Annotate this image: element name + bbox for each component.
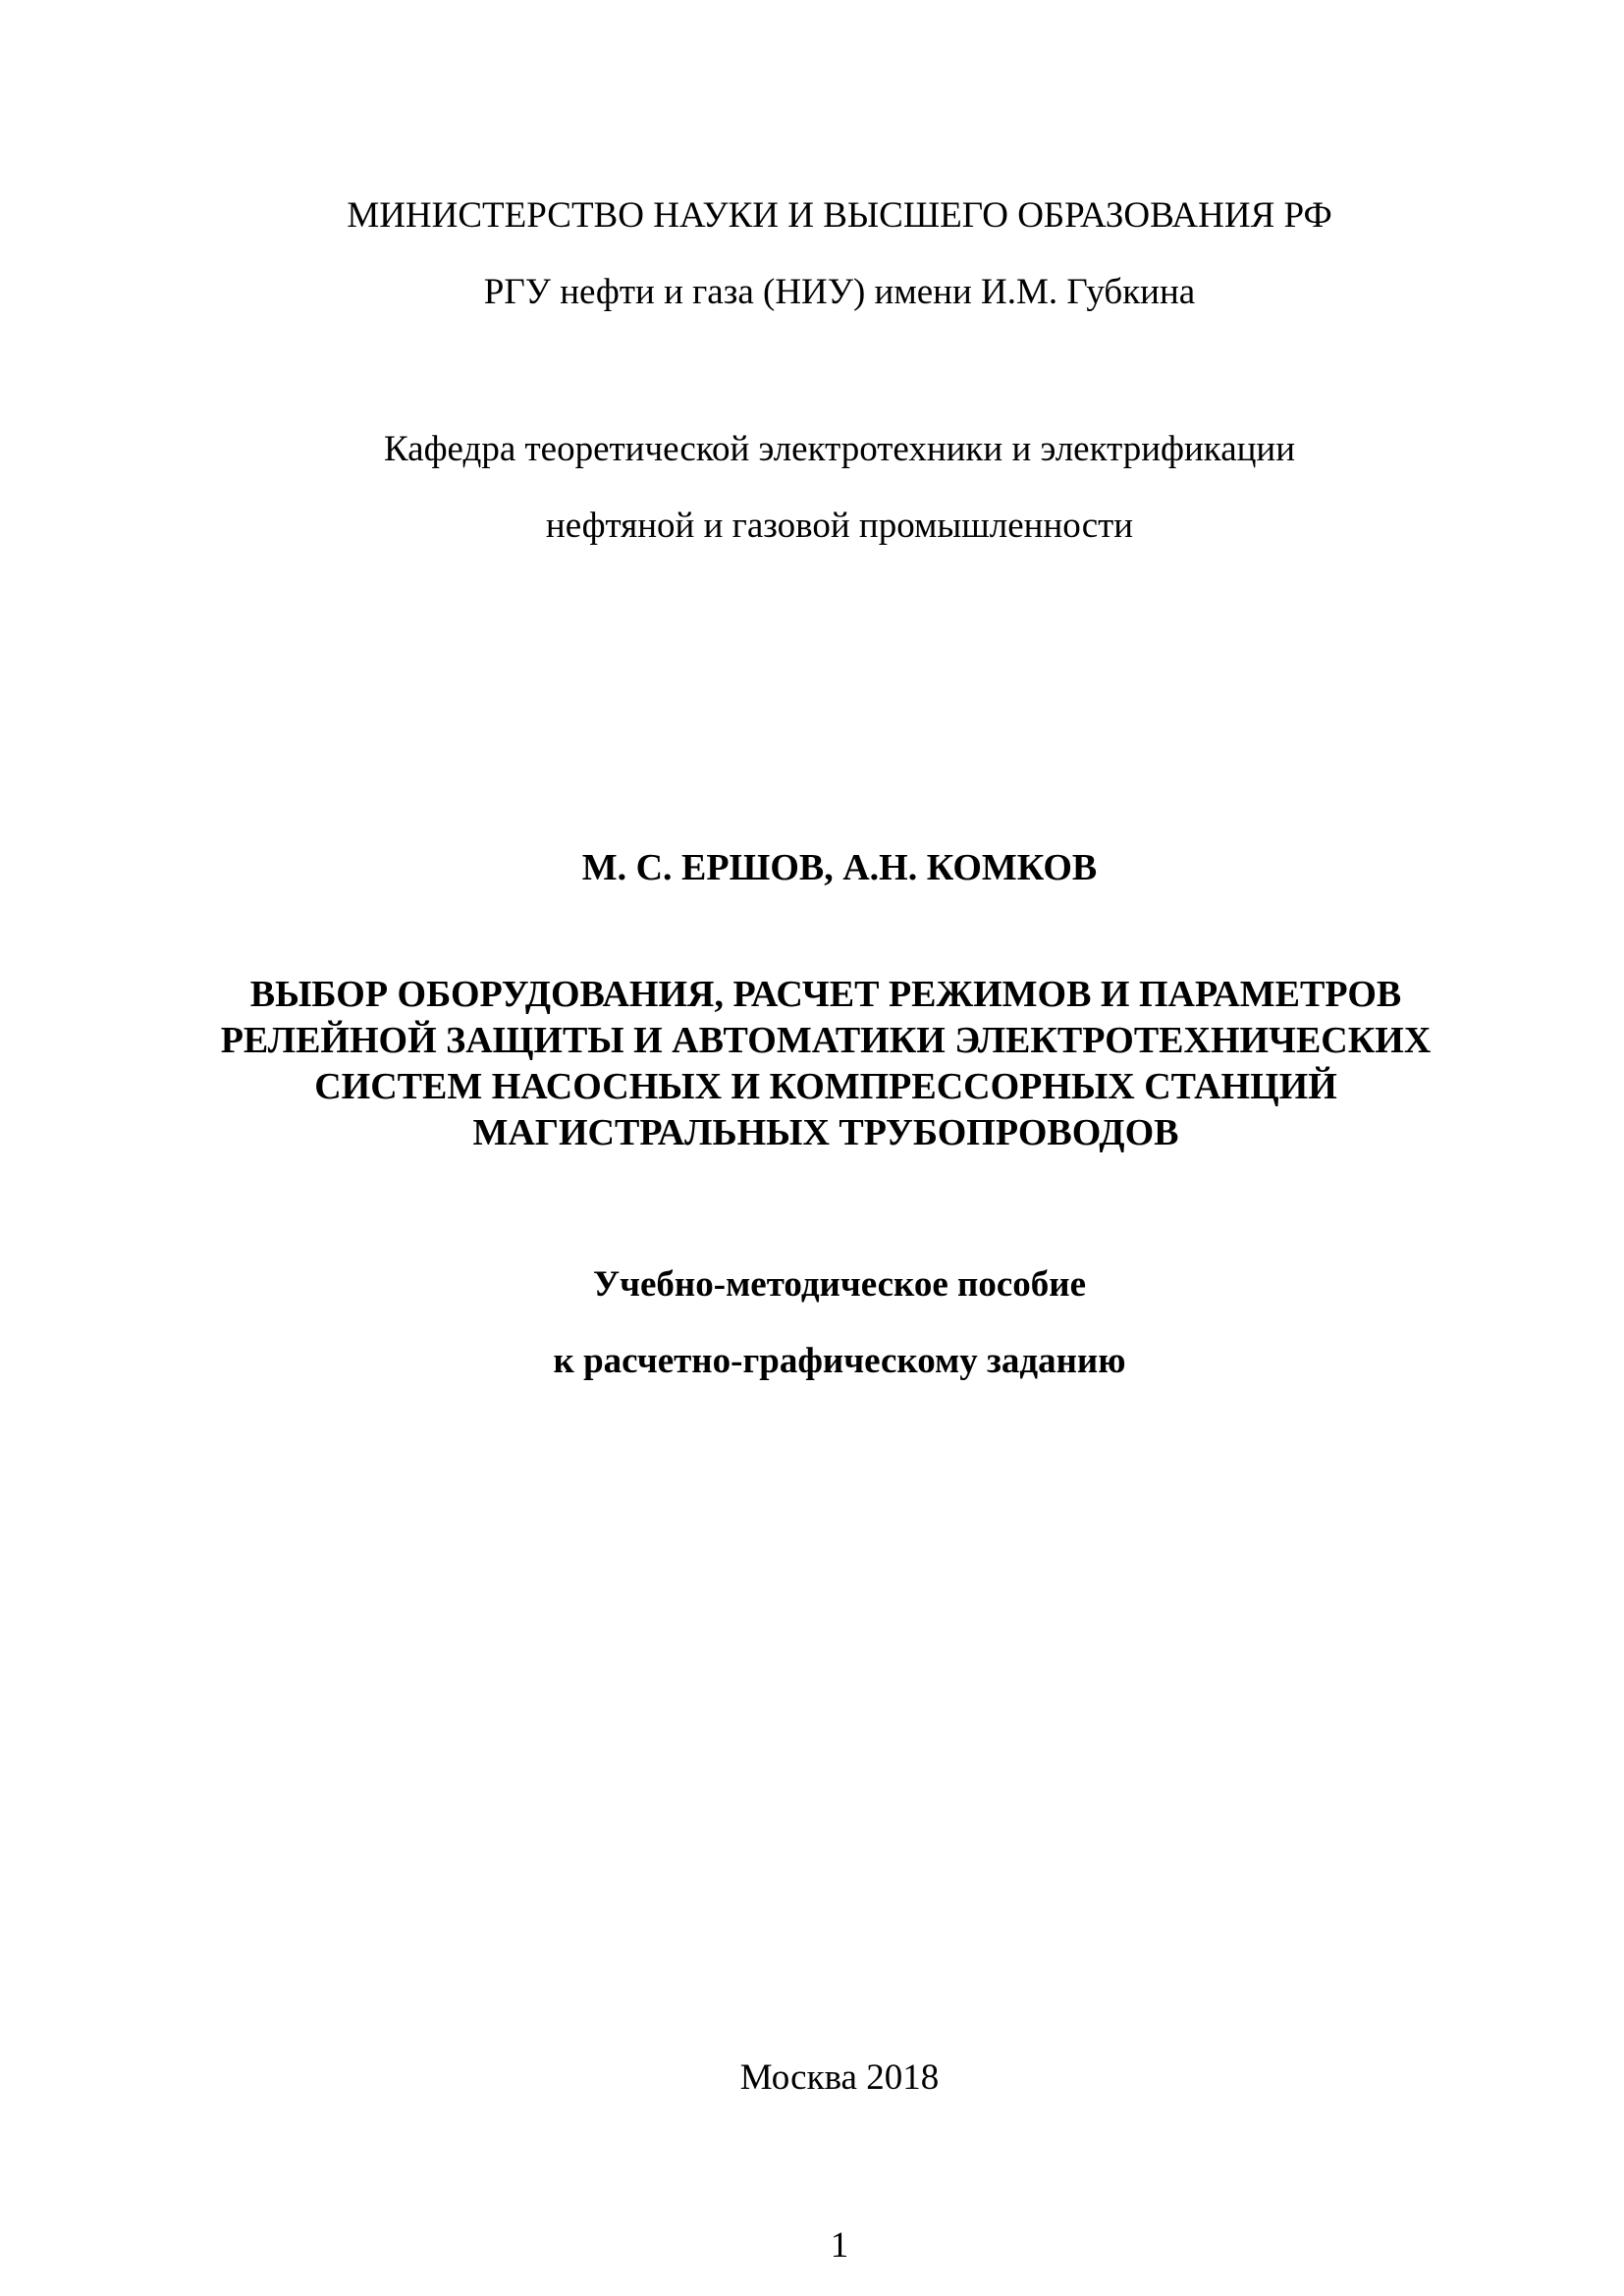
city-year: Москва 2018: [739, 2057, 940, 2098]
department-name-line-1: Кафедра теоретической электротехники и электрификации: [383, 429, 1296, 469]
university-name: РГУ нефти и газа (НИУ) имени И.М. Губкина: [483, 272, 1196, 312]
page-number: 1: [830, 2225, 849, 2266]
title-line-3: СИСТЕМ НАСОСНЫХ И КОМПРЕССОРНЫХ СТАНЦИЙ: [314, 1066, 1337, 1107]
subtitle-line-1: Учебно-методическое пособие: [592, 1264, 1086, 1305]
title-line-2: РЕЛЕЙНОЙ ЗАЩИТЫ И АВТОМАТИКИ ЭЛЕКТРОТЕХНИЧЕСКИХ: [220, 1020, 1432, 1061]
department-name-line-2: нефтяной и газовой промышленности: [545, 506, 1134, 546]
ministry-name: МИНИСТЕРСТВО НАУКИ И ВЫСШЕГО ОБРАЗОВАНИЯ РФ: [347, 195, 1332, 236]
title-line-1: ВЫБОР ОБОРУДОВАНИЯ, РАСЧЕТ РЕЖИМОВ И ПАРАМЕТРОВ: [249, 974, 1402, 1015]
subtitle-line-2: к расчетно-графическому заданию: [553, 1341, 1126, 1381]
document-title: [0, 972, 1624, 1156]
authors: М. С. ЕРШОВ, А.Н. КОМКОВ: [581, 847, 1098, 888]
title-line-4: МАГИСТРАЛЬНЫХ ТРУБОПРОВОДОВ: [472, 1112, 1179, 1153]
